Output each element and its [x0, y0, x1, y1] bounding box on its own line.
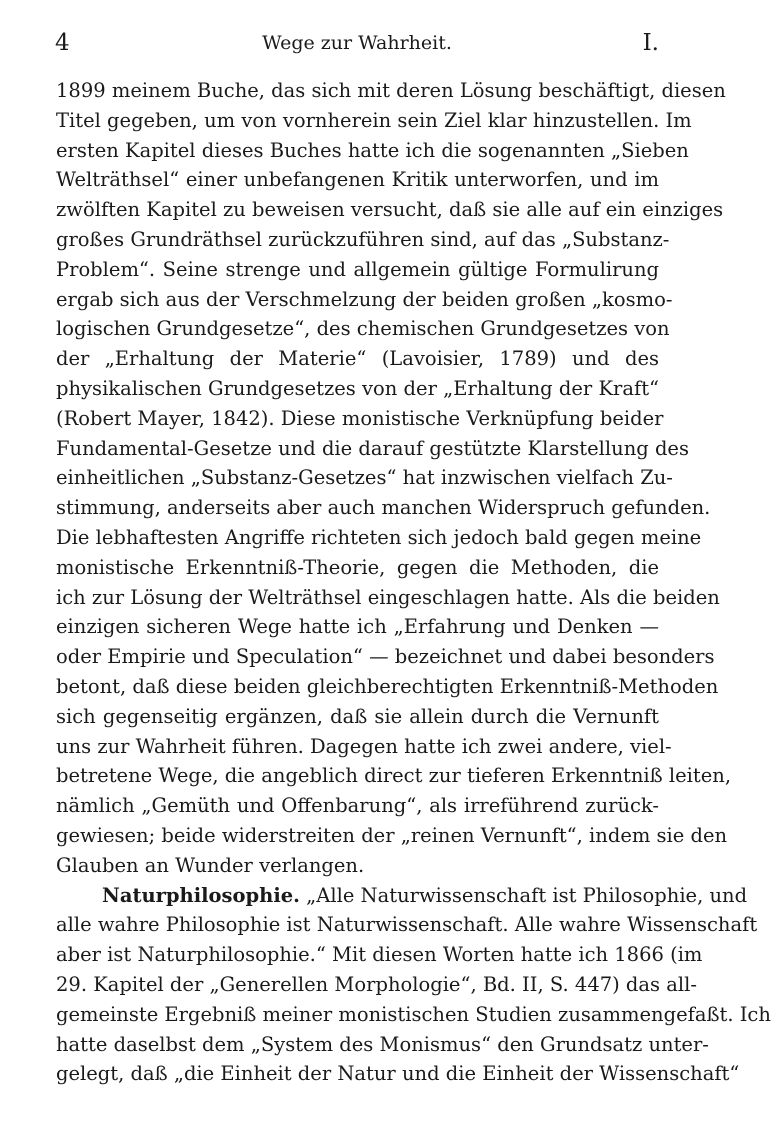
text-line: (Robert Mayer, 1842). Diese monistische Verknüpfung beider: [56, 406, 664, 430]
text-line: Welträthsel“ einer unbefangenen Kritik unterworfen, und im: [56, 168, 659, 192]
paragraph-2: [56, 881, 771, 1090]
text-line: oder Empirie und Speculation“ — bezeichnet und dabei besonders: [56, 645, 715, 669]
page-body: [56, 76, 771, 1089]
text-line: 1899 meinem Buche, das sich mit deren Lösung beschäftigt, diesen: [56, 79, 726, 102]
text-line: betont, daß diese beiden gleichberechtigten Erkenntniß-Methoden: [56, 674, 719, 698]
text-line: ich zur Lösung der Welträthsel eingeschlagen hatte. Als die beiden: [56, 585, 720, 609]
text-line: Problem“. Seine strenge und allgemein gültige Formulirung: [56, 257, 659, 281]
text-line: aber ist Naturphilosophie.“ Mit diesen Worten hatte ich 1866 (im: [56, 943, 703, 967]
chapter-number: I.: [642, 30, 659, 56]
text-line: uns zur Wahrheit führen. Dagegen hatte ich zwei andere, viel-: [56, 734, 672, 758]
text-line: zwölften Kapitel zu beweisen versucht, daß sie alle auf ein einziges: [56, 198, 724, 222]
text-line: [56, 881, 748, 911]
text-line: hatte daselbst dem „System des Monismus“ den Grundsatz unter-: [56, 1032, 709, 1056]
text-line: alle wahre Philosophie ist Naturwissenschaft. Alle wahre Wissenschaft: [56, 913, 758, 937]
text-line: Titel gegeben, um von vornherein sein Ziel klar hinzustellen. Im: [56, 108, 692, 132]
text-line: einheitlichen „Substanz-Gesetzes“ hat inzwischen vielfach Zu-: [56, 466, 673, 490]
text-line: ergab sich aus der Verschmelzung der beiden großen „kosmo-: [56, 287, 673, 311]
text-line: logischen Grundgesetze“, des chemischen Grundgesetzes von: [56, 317, 670, 341]
text-line: stimmung, anderseits aber auch manchen Widerspruch gefunden.: [56, 496, 711, 520]
section-heading: Naturphilosophie.: [102, 883, 300, 907]
text-line: sich gegenseitig ergänzen, daß sie allein durch die Vernunft: [56, 704, 659, 728]
text-line: Fundamental-Gesetze und die darauf gestützte Klarstellung des: [56, 436, 689, 460]
text-line: betretene Wege, die angeblich direct zur tieferen Erkenntniß leiten,: [56, 764, 732, 788]
text-line: nämlich „Gemüth und Offenbarung“, als irreführend zurück-: [56, 794, 659, 818]
text-span: „Alle Naturwissenschaft ist Philosophie, und: [306, 883, 748, 907]
running-title: Wege zur Wahrheit.: [262, 32, 452, 54]
text-line: physikalischen Grundgesetzes von der „Erhaltung der Kraft“: [56, 376, 659, 400]
text-line: gemeinste Ergebniß meiner monistischen Studien zusammengefaßt. Ich: [56, 1002, 771, 1026]
text-line: monistische Erkenntniß-Theorie, gegen die Methoden, die: [56, 555, 659, 579]
text-line: Glauben an Wunder verlangen.: [56, 853, 365, 877]
text-line: der „Erhaltung der Materie“ (Lavoisier, 1789) und des: [56, 347, 659, 371]
text-line: großes Grundräthsel zurückzuführen sind, auf das „Substanz-: [56, 227, 670, 251]
text-line: gewiesen; beide widerstreiten der „reinen Vernunft“, indem sie den: [56, 823, 728, 847]
text-line: einzigen sicheren Wege hatte ich „Erfahrung und Denken —: [56, 615, 659, 639]
paragraph-1: [56, 76, 732, 881]
page-header: [55, 30, 659, 60]
text-line: 29. Kapitel der „Generellen Morphologie“, Bd. II, S. 447) das all-: [56, 972, 697, 996]
page-number: 4: [55, 30, 70, 56]
text-line: ersten Kapitel dieses Buches hatte ich die sogenannten „Sieben: [56, 138, 689, 162]
text-line: Die lebhaftesten Angriffe richteten sich jedoch bald gegen meine: [56, 525, 702, 549]
text-line: gelegt, daß „die Einheit der Natur und die Einheit der Wissenschaft“: [56, 1062, 740, 1086]
